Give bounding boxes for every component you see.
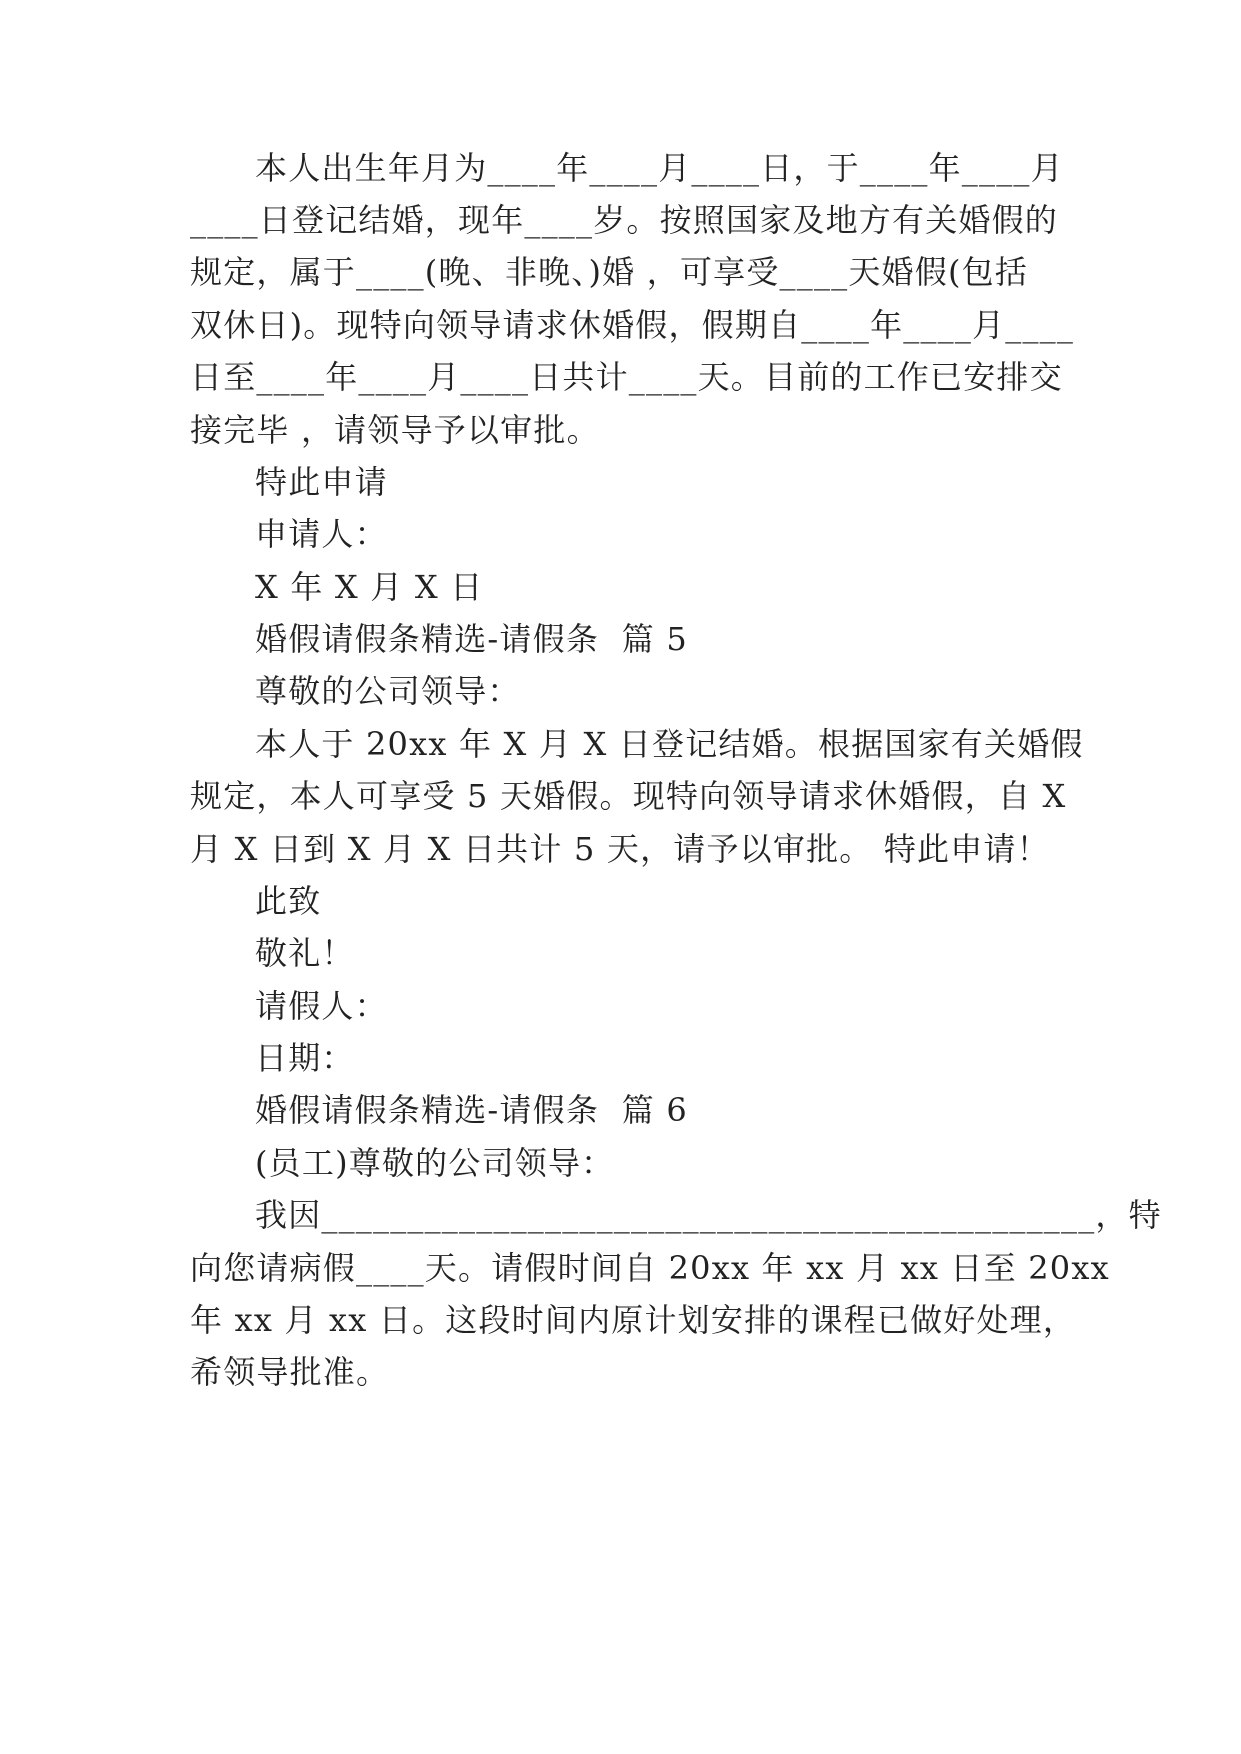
section-heading: 婚假请假条精选-请假条 篇 6 <box>255 1091 688 1129</box>
closing-phrase: 特此申请 <box>255 463 388 501</box>
paragraph-line: 向您请病假____天。请假时间自 20xx 年 xx 月 xx 日至 20xx <box>190 1249 1110 1287</box>
closing-phrase: 敬礼！ <box>255 934 355 972</box>
paragraph-line: 本人出生年月为____年____月____日，于____年____月 <box>255 149 1064 187</box>
paragraph-line: 规定，本人可享受 5 天婚假。现特向领导请求休婚假，自 X <box>190 777 1067 815</box>
date-label: 日期： <box>255 1039 355 1077</box>
paragraph-line: 双休日)。现特向领导请求休婚假，假期自____年____月____ <box>190 306 1075 344</box>
section-heading: 婚假请假条精选-请假条 篇 5 <box>255 620 688 658</box>
paragraph-line: ____日登记结婚，现年____岁。按照国家及地方有关婚假的 <box>190 201 1059 239</box>
salutation: 尊敬的公司领导： <box>255 672 521 710</box>
paragraph-line: 我因_____________________________________________，特 <box>255 1196 1162 1234</box>
paragraph-line: 日至____年____月____日共计____天。目前的工作已安排交 <box>190 358 1063 396</box>
salutation: (员工)尊敬的公司领导： <box>255 1144 615 1182</box>
paragraph-line: 规定，属于____(晚、非晚、)婚 ，可享受____天婚假(包括 <box>190 253 1029 291</box>
closing-phrase: 此致 <box>255 882 322 920</box>
paragraph-line: 月 X 日到 X 月 X 日共计 5 天，请予以审批。 特此申请！ <box>190 830 1050 868</box>
paragraph-line: 本人于 20xx 年 X 月 X 日登记结婚。根据国家有关婚假 <box>255 725 1084 763</box>
paragraph-line: 希领导批准。 <box>190 1353 390 1391</box>
applicant-label: 申请人： <box>255 515 388 553</box>
date-line: X 年 X 月 X 日 <box>255 568 484 606</box>
paragraph-line: 接完毕 ，请领导予以审批。 <box>190 411 600 449</box>
paragraph-line: 年 xx 月 xx 日。这段时间内原计划安排的课程已做好处理， <box>190 1301 1077 1339</box>
requester-label: 请假人： <box>255 987 388 1025</box>
